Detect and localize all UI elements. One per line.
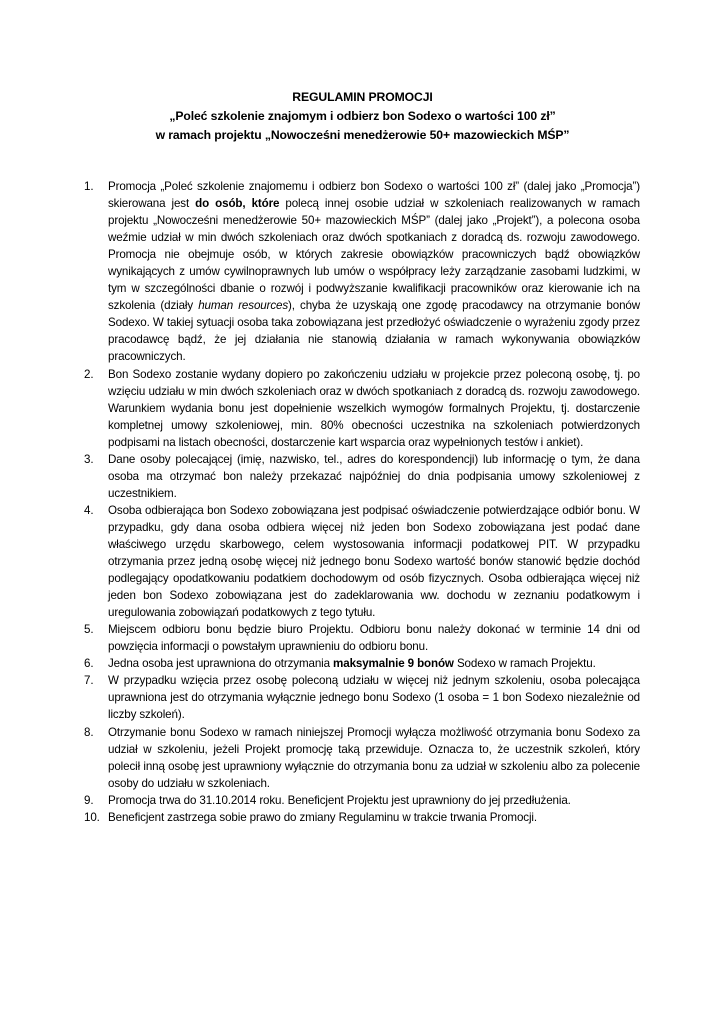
rule-item — [84, 655, 640, 672]
rule-item — [84, 724, 640, 792]
text-segment: Osoba odbierająca bon Sodexo zobowiązana jest podpisać oświadczenie potwierdzające odbiór bonu. W przypadku, gdy dana osoba odbiera więcej niż jeden bon Sodexo zobowiązana jest podać dane właściwego urzędu skarbowego, celem wystosowania informacji podatkowej PIT. W przypadku otrzymania przez jedną osobę więcej niż jednego bonu Sodexo wartość bonów stanowić będzie dochód podlegający opodatkowaniu podatkiem dochodowym od osób fizycznych. Osoba odbierająca więcej niż jeden bon Sodexo zobowiązana jest do zadeklarowania ww. dochodu w zeznaniu podatkowym i uregulowania zobowiązań podatkowych z tego tytułu. — [108, 503, 640, 620]
rule-text — [108, 657, 596, 670]
rule-number: 8. — [84, 725, 94, 739]
italic-text: human resources — [198, 299, 289, 313]
document-header — [0, 88, 725, 145]
text-segment: Promocja „Poleć szkolenie znajomemu i odbierz bon Sodexo o wartości 100 zł” (dalej jako „Promocja”) skierowana jest — [108, 180, 640, 211]
text-segment: polecą innej osobie udział w szkoleniach realizowanych w ramach projektu „Nowocześni menedżerowie 50+ mazowieckich MŚP” (dalej jako „Projekt”), a polecona osoba weźmie udział w min dwóch szkoleniach oraz dwóch spotkaniach z doradcą ds. rozwoju zawodowego. Promocja nie obejmuje osób, w których zakresie obowiązków pracowniczych bądź obowiązków wynikających z umów cywilnoprawnych lub umów o współpracy leży zarządzanie zasobami ludzkimi, w tym w szczególności dbanie o rozwój i podwyższanie kwalifikacji pracowników oraz kierowanie ich na szkolenia (działy — [108, 197, 640, 313]
rule-item — [84, 451, 640, 502]
text-segment: Dane osoby polecającej (imię, nazwisko, tel., adres do korespondencji) lub informację o tym, że dana osoba ma otrzymać bon należy przekazać najpóźniej do dnia podpisania umowy szkoleniowej z uczestnikiem. — [108, 452, 640, 500]
rule-text — [108, 674, 640, 721]
rule-text — [108, 180, 640, 363]
rule-text — [108, 794, 571, 807]
rule-number: 1. — [84, 180, 94, 193]
rule-item — [84, 792, 640, 809]
rules-list — [84, 178, 640, 826]
rule-item — [84, 809, 640, 826]
rule-number: 3. — [84, 452, 94, 466]
rule-item — [84, 621, 640, 655]
rule-number: 7. — [84, 674, 94, 688]
emphasized-text: do osób, które — [195, 197, 280, 211]
promotion-name: „Poleć szkolenie znajomym i odbierz bon Sodexo o wartości 100 zł” — [169, 109, 556, 123]
rule-text — [108, 623, 640, 653]
project-name: w ramach projektu „Nowocześni menedżerowie 50+ mazowieckich MŚP” — [155, 128, 570, 142]
text-segment: ), chyba że uzyskają one zgodę pracodawcy na otrzymanie bonów Sodexo. W takiej sytuacji osoba taka zobowiązana jest przedłożyć oświadczenie o wyrażeniu zgody przez pracodawcę bądź, że jej działania nie stanowią działania w ramach wykonywania obowiązków pracowniczych. — [108, 299, 640, 364]
rule-text — [108, 504, 640, 619]
rule-item — [84, 502, 640, 621]
emphasized-text: maksymalnie 9 bonów — [333, 657, 454, 671]
text-segment: Bon Sodexo zostanie wydany dopiero po zakończeniu udziału w projekcie przez poleconą osobę, tj. po wzięciu udziału w min dwóch szkoleniach oraz w dwóch spotkaniach z doradcą ds. rozwoju zawodowego. Warunkiem wydania bonu jest dopełnienie wszelkich wymogów formalnych Projektu, tj. dostarczenie kompletnej umowy szkoleniowej, min. 80% obecności uczestnika na szkoleniach potwierdzonych podpisami na listach obecności, dostarczenie kart wsparcia oraz wypełnionych testów i ankiet). — [108, 367, 640, 449]
rule-number: 9. — [84, 793, 94, 807]
rule-text — [108, 811, 537, 824]
rule-text — [108, 726, 640, 790]
rule-text — [108, 453, 640, 500]
text-segment: W przypadku wzięcia przez osobę poleconą udziału w więcej niż jednym szkoleniu, osoba polecająca uprawniona jest do otrzymania wyłącznie jednego bonu Sodexo (1 osoba = 1 bon Sodexo niezależnie od liczby szkoleń). — [108, 674, 640, 722]
rule-text — [108, 368, 640, 449]
rule-item — [84, 178, 640, 366]
rule-number: 4. — [84, 503, 94, 517]
text-segment: Jedna osoba jest uprawniona do otrzymania — [108, 657, 334, 671]
text-segment: Otrzymanie bonu Sodexo w ramach niniejszej Promocji wyłącza możliwość otrzymania bonu Sodexo za udział w szkoleniu, jeżeli Projekt promocję taką przewiduje. Oznacza to, że uczestnik szkoleń, który polecił inną osobę jest uprawniony wyłącznie do otrzymania bonu za udział w szkoleniu albo za polecenie osoby do udziału w szkoleniach. — [108, 725, 640, 790]
document-title: REGULAMIN PROMOCJI — [292, 90, 433, 104]
text-segment: Beneficjent zastrzega sobie prawo do zmiany Regulaminu w trakcie trwania Promocji. — [108, 810, 537, 824]
rule-item — [84, 366, 640, 451]
text-segment: Promocja trwa do 31.10.2014 roku. Beneficjent Projektu jest uprawniony do jej przedłużenia. — [108, 793, 571, 807]
rule-number: 2. — [84, 367, 94, 381]
rule-item — [84, 672, 640, 723]
text-segment: Sodexo w ramach Projektu. — [453, 657, 596, 671]
rule-number: 6. — [84, 657, 94, 671]
text-segment: Miejscem odbioru bonu będzie biuro Projektu. Odbioru bonu należy dokonać w terminie 14 dni od powzięcia informacji o powstałym uprawnieniu do odbioru bonu. — [108, 623, 640, 654]
rule-number: 5. — [84, 623, 94, 637]
rule-number: 10. — [84, 810, 100, 824]
